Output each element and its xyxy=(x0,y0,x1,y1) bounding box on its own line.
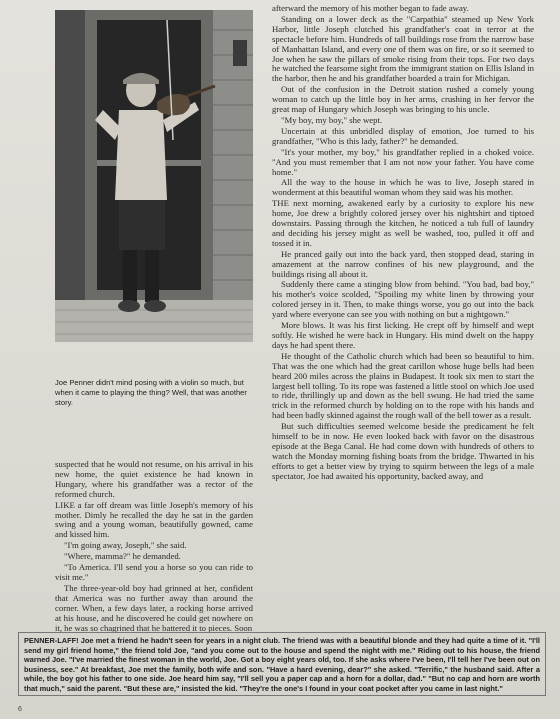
paragraph: He thought of the Catholic church which had been so beautiful to him. That was the one which had the great carillon whose huge bells had been heard 200 miles across the plains in Budapest. It took six men to start the largest bell tolling. To its rope was fastened a little stool on which Joe used to ride, thrillingly up and down as the bell swung. He had tried the same trick in the reformed church by holding on to the rope with his hands and had been badly skinned against the rough wall of the bell tower as a result. xyxy=(272,350,534,421)
paragraph: But such difficulties seemed welcome beside the predicament he felt himself to be in now. He even looked back with favor on the disastrous episode at the Bega Canal. He had come down with hundreds of others to watch the Monday morning fishing boats from the bridge. Thwarted in his efforts to get a better view by trying to squirm between the legs of a male spectator, Joe had awaited his opportunity, backed away, and xyxy=(272,421,534,481)
paragraph: Uncertain at this unbridled display of emotion, Joe turned to his grandfather, "Who is this lady, father?" he demanded. xyxy=(272,125,534,146)
paragraph: The three-year-old boy had grinned at her, confident that America was no further away than around the corner. When, a few days later, a rocking horse arrived at his house, and he discovered he could get nowhere on it, he was so chagrined that he battered it to pieces. Soon xyxy=(55,582,253,633)
paragraph: He pranced gaily out into the back yard, then stopped dead, staring in amazement at the narrow confines of his new playground, and the buildings rising all about it. xyxy=(272,248,534,279)
paragraph: THE next morning, awakened early by a curiosity to explore his new home, Joe drew a brightly colored jersey over his nightshirt and tiptoed downstairs. Passing through the kitchen, he noticed a tub full of laundry and deciding his jersey might as well be washed, too, pulled it off and tossed it in. xyxy=(272,198,534,248)
paragraph: afterward the memory of his mother began to fade away. xyxy=(272,3,469,13)
paragraph: suspected that he would not resume, on his arrival in his new home, the quiet existence he had known in Hungary, where his grandfather was a rector of the reformed church. xyxy=(55,459,253,499)
paragraph: Suddenly there came a stinging blow from behind. "You bad, bad boy," his mother's voice scolded, "Spoiling my white linen by throwing your colored jersey in it. Then, to make things worse, you go out into the back yard where everyone can see you with nothing on but a nightgown." xyxy=(272,279,534,320)
paragraph: All the way to the house in which he was to live, Joseph stared in wonderment at this beautiful woman whom they said was his mother. xyxy=(272,177,534,198)
paragraph: "Where, mamma?" he demanded. xyxy=(64,551,181,562)
paragraph: "I'm going away, Joseph," she said. xyxy=(64,540,187,551)
sidebar-text: Joe met a friend he hadn't seen for years in a night club. The friend was with a beautiful blonde and they had quite a time of it. "I'll send my girl friend home," the friend told Joe, "and you come out to the house and spend the night with me." Riding out to his house, the friend warned Joe. "I've married the finest woman in the world, Joe. Got a boy eight years old, too. If she asks where I've been, I'll tell her I've been out on business, see." At breakfast, Joe met the family, both wife and son. "Have a hard evening, dear?" she asked. "Terrific," the husband said. After a while, the boy got his father to one side. Joe heard him say, "I'll sell you a paper cap and a horn for a dollar, dad." "But no cap and horn are worth that much," said the parent. "But these are," insisted the kid. "They're the one's I found in your coat pocket after you came in last night." xyxy=(24,636,540,693)
page-number: 6 xyxy=(18,706,22,713)
penner-laff-sidebar xyxy=(18,632,546,696)
paragraph: LIKE a far off dream was little Joseph's memory of his mother. Dimly he recalled the day he sat in the garden swing and a young woman, beautifully gowned, came and kissed him. xyxy=(55,499,253,540)
boy-with-violin-photo xyxy=(55,10,253,342)
photo-illustration xyxy=(55,10,253,342)
paragraph: "It's your mother, my boy," his grandfather replied in a choked voice. "And you must remember that I am not now your father. You have come home." xyxy=(272,146,534,177)
paragraph: Standing on a lower deck as the "Carpathia" steamed up New York Harbor, little Joseph clutched his grandfather's coat in terror at the spectacle before him. Hundreds of tall buildings rose from the narrow base of Manhattan Island, and every one of them was on fire, or so it seemed to Joe when he saw the pillars of smoke rising from their tops. For two days he watched the fearsome sight from the immigrant station on Ellis Island in the harbor, then he and his grandfather boarded a train for Michigan. xyxy=(272,13,535,84)
photo-caption: Joe Penner didn't mind posing with a violin so much, but when it came to playing the thing? Well, that was another story. xyxy=(55,378,247,408)
sidebar-heading: PENNER-LAFF! xyxy=(24,636,79,645)
paragraph: More blows. It was his first licking. He crept off by himself and wept softly. He wished he were back in Hungary. His mind dwelt on the happy days he had spent there. xyxy=(272,320,534,350)
sidebar-body xyxy=(24,636,540,694)
right-column-text xyxy=(272,4,534,483)
paragraph: Out of the confusion in the Detroit station rushed a comely young woman to catch up the little boy in her arms, crushing in her fervor the great map of Hungary which Joseph was bringing to his uncle. xyxy=(272,84,534,115)
left-column-text xyxy=(55,460,253,634)
paragraph: "To America. I'll send you a horse so you can ride to visit me." xyxy=(55,562,253,582)
paragraph: "My boy, my boy," she wept. xyxy=(281,114,383,125)
